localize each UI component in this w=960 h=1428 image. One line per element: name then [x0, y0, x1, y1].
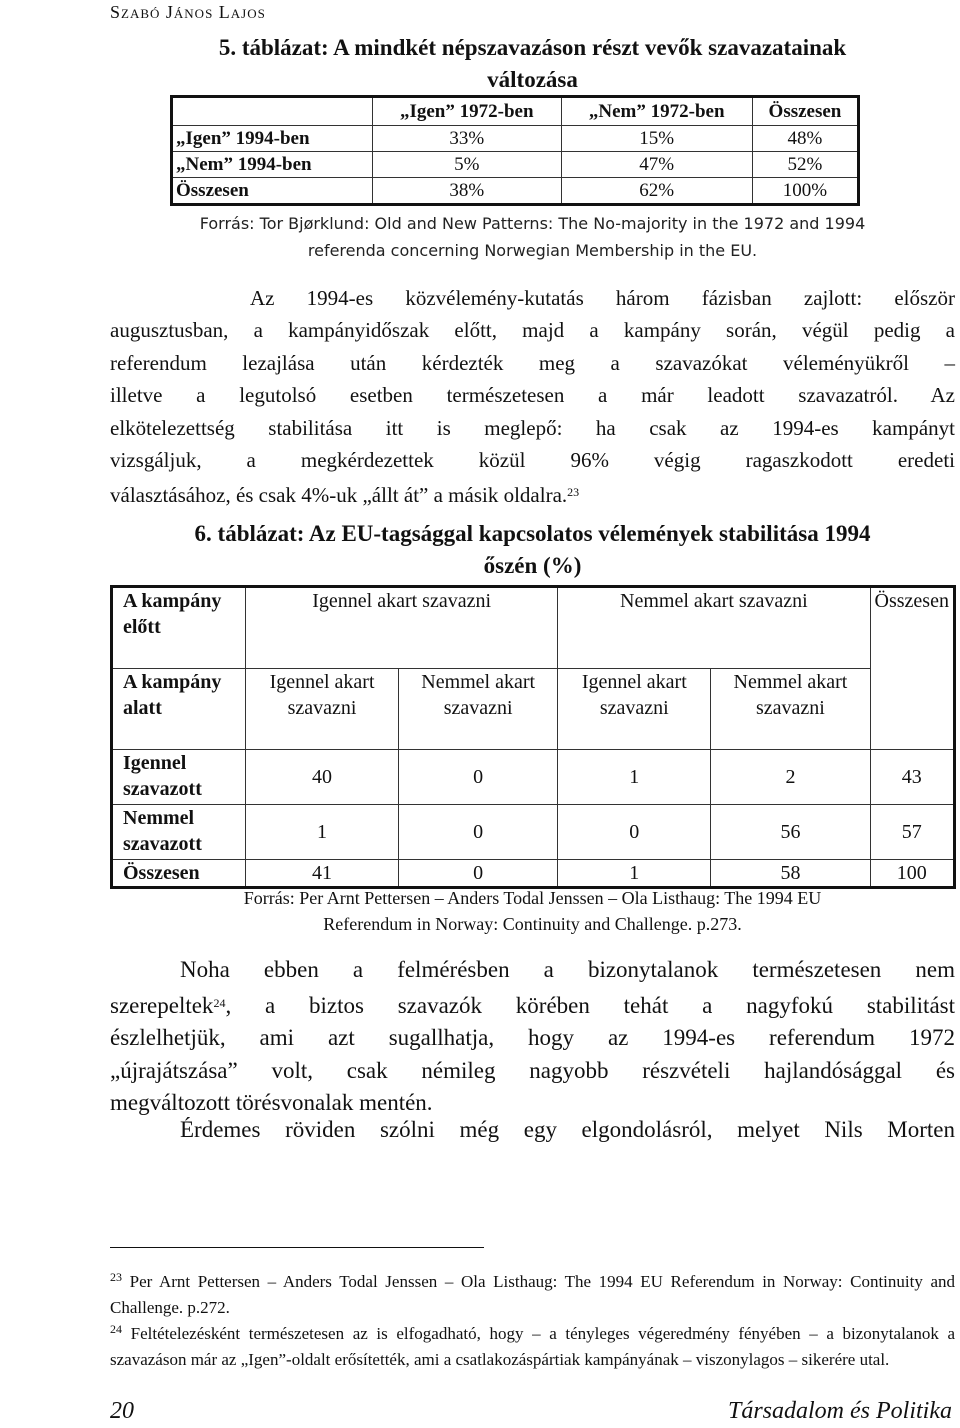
table-cell: 0	[558, 805, 711, 860]
paragraph-line: vizsgáljuk, a megkérdezettek közül 96% végig ragaszkodott eredeti	[110, 448, 955, 473]
page-number: 20	[110, 1398, 134, 1424]
table-row	[172, 152, 859, 178]
table5-caption-line1: 5. táblázat: A mindkét népszavazáson részt vevők szavazatainak	[218, 35, 847, 60]
paragraph-line	[110, 282, 955, 314]
table5-caption-line2: változása	[487, 67, 578, 92]
sub-no-header: Nemmel akart szavazni	[399, 669, 558, 750]
table-cell: 40	[246, 750, 399, 805]
row-label: Igennel szavazott	[112, 750, 246, 805]
table5-col-header: „Igen” 1972-ben	[373, 97, 562, 126]
paragraph-line: referendum lezajlása után kérdezték meg a szavazókat véleményükről –	[110, 350, 955, 375]
table-cell: 100%	[752, 178, 858, 205]
footnote-number: 24	[110, 1322, 122, 1336]
table-cell: 0	[399, 805, 558, 860]
paragraph-line	[110, 987, 955, 1023]
table-row	[112, 750, 955, 805]
table6-caption	[110, 518, 955, 582]
footnote-24	[110, 1316, 955, 1373]
table-row	[172, 126, 859, 152]
table-cell: 43	[870, 750, 954, 805]
table-cell: 62%	[561, 178, 752, 205]
paragraph-line: elkötelezettség stabilitása itt is meglepő: ha csak az 1994-es kampányt	[110, 415, 955, 440]
table-cell: 2	[711, 750, 870, 805]
table5-col-header: Összesen	[752, 97, 858, 126]
row-label: „Igen” 1994-ben	[172, 126, 373, 152]
table5	[170, 95, 860, 206]
paragraph-text: Érdemes röviden szólni még egy elgondolásról, melyet Nils Morten	[180, 1117, 955, 1142]
paragraph-1	[110, 282, 955, 512]
table-cell: 15%	[561, 126, 752, 152]
journal-title: Társadalom és Politika	[727, 1398, 952, 1424]
paragraph-line: megváltozott törésvonalak mentén.	[110, 1090, 433, 1115]
paragraph-text: Az 1994-es közvélemény-kutatás három fázisban zajlott: először	[250, 286, 955, 310]
sub-yes-header: Igennel akart szavazni	[558, 669, 711, 750]
table-row	[112, 860, 955, 888]
table5-source-line2: referenda concerning Norwegian Membership in the EU.	[307, 241, 758, 260]
table-cell: 47%	[561, 152, 752, 178]
sub-yes-header: Igennel akart szavazni	[246, 669, 399, 750]
paragraph-text: , a biztos szavazók körében tehát a nagyfokú stabilitást	[225, 992, 955, 1018]
total-header: Összesen	[870, 587, 954, 750]
table5-header-row	[172, 97, 859, 126]
footnote-ref[interactable]: 23	[567, 485, 580, 500]
table6-source-line2: Referendum in Norway: Continuity and Challenge. p.273.	[323, 914, 742, 934]
group-yes-header: Igennel akart szavazni	[246, 587, 558, 669]
table-row	[172, 178, 859, 205]
table-cell: 0	[399, 860, 558, 888]
table6-source	[110, 885, 955, 937]
paragraph-text: választásához, és csak 4%-uk „állt át” a másik oldalra.	[110, 483, 568, 508]
group-no-header: Nemmel akart szavazni	[558, 587, 870, 669]
table6-caption-line2: őszén (%)	[483, 553, 582, 578]
table5-source	[110, 210, 955, 264]
table-cell: 0	[399, 750, 558, 805]
paragraph-line	[110, 476, 955, 511]
row-label: „Nem” 1994-ben	[172, 152, 373, 178]
table6-header-row-1	[112, 587, 955, 669]
paragraph-2	[110, 954, 955, 1120]
running-header: Szabó János Lajos	[110, 2, 266, 22]
table5-source-line1: Forrás: Tor Bjørklund: Old and New Patterns: The No-majority in the 1972 and 1994	[199, 214, 866, 233]
footnote-number: 23	[110, 1270, 122, 1284]
paragraph-3	[110, 1114, 955, 1146]
row-label: Összesen	[172, 178, 373, 205]
footnote-divider	[110, 1247, 484, 1248]
table-cell: 48%	[752, 126, 858, 152]
table-cell: 1	[558, 860, 711, 888]
table-cell: 33%	[373, 126, 562, 152]
paragraph-text: Noha ebben a felmérésben a bizonytalanok természetesen nem	[180, 957, 955, 982]
table-cell: 56	[711, 805, 870, 860]
paragraph-line: illetve a legutolsó esetben természetesen a már leadott szavazatról. Az	[110, 383, 955, 408]
table6-caption-line1: 6. táblázat: Az EU-tagsággal kapcsolatos vélemények stabilitása 1994	[194, 521, 871, 546]
paragraph-line: észlelhetjük, ami azt sugallhatja, hogy az 1994-es referendum 1972	[110, 1025, 955, 1050]
table-cell: 38%	[373, 178, 562, 205]
paragraph-line	[110, 954, 955, 987]
footnote-ref[interactable]: 24	[213, 995, 226, 1010]
row-label: Nemmel szavazott	[112, 805, 246, 860]
row-label: Összesen	[112, 860, 246, 888]
paragraph-line: „újrajátszása” volt, csak némileg nagyobb részvételi hajlandósággal és	[110, 1057, 955, 1083]
table6-header-row-2	[112, 669, 955, 750]
footnote-23	[110, 1264, 955, 1321]
paragraph-text: szerepeltek	[110, 992, 214, 1018]
table5-corner	[172, 97, 373, 126]
table-cell: 1	[246, 805, 399, 860]
paragraph-line: augusztusban, a kampányidőszak előtt, majd a kampány során, végül pedig a	[110, 318, 955, 343]
table-row	[112, 805, 955, 860]
table-cell: 58	[711, 860, 870, 888]
sub-no-header: Nemmel akart szavazni	[711, 669, 870, 750]
table-cell: 5%	[373, 152, 562, 178]
table5-col-header: „Nem” 1972-ben	[561, 97, 752, 126]
footnote-text: Per Arnt Pettersen – Anders Todal Jenssen – Ola Listhaug: The 1994 EU Referendum in Norway: Continuity and Challenge. p.272.	[110, 1272, 956, 1317]
table5-caption	[110, 32, 955, 96]
table-cell: 1	[558, 750, 711, 805]
table-cell: 52%	[752, 152, 858, 178]
table-cell: 57	[870, 805, 954, 860]
during-campaign-label: A kampány alatt	[112, 669, 246, 750]
footnote-text: Feltételezésként természetesen az is elfogadható, hogy – a tényleges végeredmény fényében – a bizonytalanok a szavazáson már az „Igen”-oldalt erősítették, ami a csatlakozáspártiak kampányának – viszonylagos – sikerére utal.	[110, 1324, 956, 1369]
table6	[110, 585, 956, 889]
table6-source-line1: Forrás: Per Arnt Pettersen – Anders Todal Jenssen – Ola Listhaug: The 1994 EU	[243, 888, 822, 908]
paragraph-line	[110, 1114, 955, 1146]
before-campaign-label: A kampány előtt	[112, 587, 246, 669]
table-cell: 41	[246, 860, 399, 888]
table-cell: 100	[870, 860, 954, 888]
